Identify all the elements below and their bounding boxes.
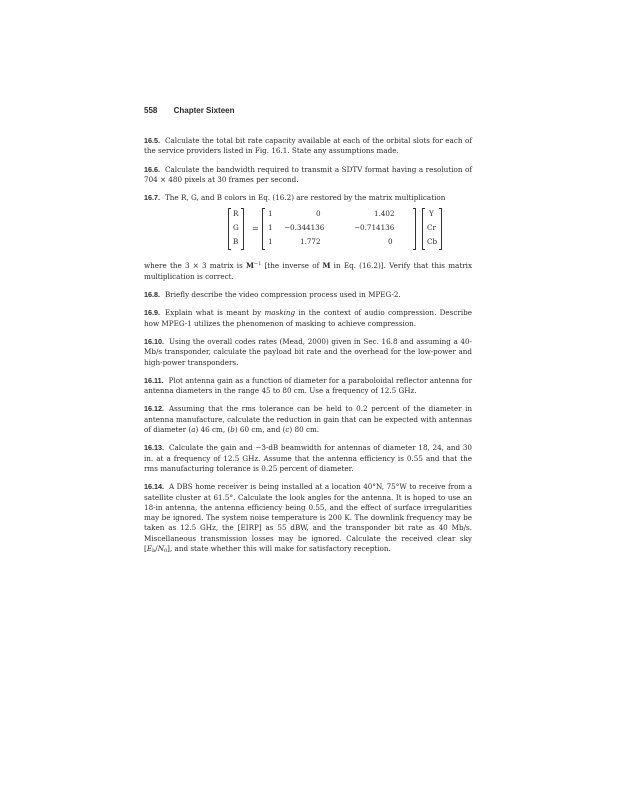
page-number: 558 <box>144 106 158 115</box>
problem-16-10 <box>144 337 472 368</box>
rhs-cr: Cr <box>427 223 436 233</box>
problem-number: 16.10. <box>144 336 164 346</box>
problem-list <box>144 136 472 562</box>
problem-text: Calculate the bandwidth required to transmit a SDTV format having a resolution of 704 × 480 pixels at 30 frames per second. <box>144 164 472 184</box>
problem-16-14: 16.14. A DBS home receiver is being installed at a location 40°N, 75°W to receive from a satellite cluster at 61.5°. Calculate the look angles for the antenna. It is hoped to use an 18-in antenna, the antenna efficiency being 0.55, and the effect of surface irregularities may be ignored. The system noise temperature is 200 K. The downlink frequency may be taken as 12.5 GHz, the [EIRP] as 55 dBW, and the transponder bit rate as 40 Mb/s. Miscellaneous transmission losses may be ignored. Calculate the received clear sky $[E_b/N_0]$, and state whether this will make for satisfactory reception. <box>144 482 472 555</box>
rhs-y: Y <box>429 209 434 219</box>
problem-number: 16.11. <box>144 375 164 385</box>
problem-16-6 <box>144 165 472 186</box>
problem-text: Plot antenna gain as a function of diameter for a paraboloidal reflector antenna for antenna diameters in the range 45 to 80 cm. Use a frequency of 12.5 GHz. <box>144 375 473 396</box>
lhs-r: R <box>233 209 239 219</box>
problem-text: Briefly describe the video compression process used in MPEG-2. <box>165 290 401 300</box>
problem-text: Calculate the total bit rate capacity available at each of the orbital slots for each of the service providers listed in Fig. 16.1. State any assumptions made. <box>144 136 472 156</box>
matrix-cell: 1 <box>268 223 273 233</box>
running-header <box>144 106 235 115</box>
problem-16-11 <box>144 376 472 397</box>
lhs-g: G <box>233 223 239 233</box>
rhs-vector <box>422 208 442 250</box>
problem-16-8 <box>144 290 472 300</box>
problem-16-9: 16.9. Explain what is meant by masking in the context of audio compression. Describe how MPEG-1 utilizes the phenomenon of masking to achieve compression. <box>144 308 472 328</box>
matrix-cell: −0.344136 <box>284 223 325 233</box>
problem-number: 16.7. <box>144 193 160 203</box>
chapter-title: Chapter Sixteen <box>173 106 235 115</box>
matrix-equation <box>144 208 472 252</box>
problem-text: Calculate the gain and −3-dB beamwidth for antennas of diameter 18, 24, and 30 in. at a frequency of 12.5 GHz. Assume that the antenna efficiency is 0.55 and that the rms manufacturing tolerance is 0.25 percent of diameter. <box>144 443 472 473</box>
problem-16-12: 16.12. Assuming that the rms tolerance can be held to 0.2 percent of the diameter in antenna manufacture, calculate the reduction in gain that can be expected with antennas of diameter (a) 46 cm, (b) 60 cm, and (c) 80 cm. <box>144 404 472 435</box>
matrix-cell: 0 <box>316 209 321 219</box>
problem-text: The R, G, and B colors in Eq. (16.2) are restored by the matrix multiplication <box>165 193 446 203</box>
problem-16-5 <box>144 136 472 157</box>
matrix-note: where the 3 × 3 matrix is $M^{-1}$ [the inverse of M in Eq. (16.2)]. Verify that this matrix multiplication is correct. <box>144 261 473 281</box>
matrix-cell: 1.402 <box>374 209 395 219</box>
problem-16-7 <box>144 193 472 203</box>
problem-number: 16.13. <box>144 443 164 453</box>
problem-number: 16.6. <box>144 164 160 174</box>
lhs-vector <box>228 208 244 250</box>
problem-number: 16.9. <box>144 308 160 318</box>
transform-matrix <box>262 208 416 250</box>
problem-number: 16.14. <box>144 482 164 492</box>
rhs-cb: Cb <box>427 237 438 247</box>
matrix-cell: 1.772 <box>300 237 321 247</box>
lhs-b: B <box>233 237 239 247</box>
equals-sign: = <box>252 224 259 234</box>
matrix-cell: 0 <box>388 237 393 247</box>
problem-16-13 <box>144 443 472 474</box>
matrix-cell: 1 <box>268 237 273 247</box>
problem-number: 16.12. <box>144 404 164 414</box>
problem-number: 16.5. <box>144 136 160 145</box>
problem-text: Using the overall codes rates (Mead, 2000) given in Sec. 16.8 and assuming a 40-Mb/s transponder, calculate the payload bit rate and the overhead for the low-power and high-power transponders. <box>144 336 472 367</box>
matrix-cell: −0.714136 <box>354 223 395 233</box>
problem-number: 16.8. <box>144 290 160 300</box>
matrix-cell: 1 <box>268 209 273 219</box>
